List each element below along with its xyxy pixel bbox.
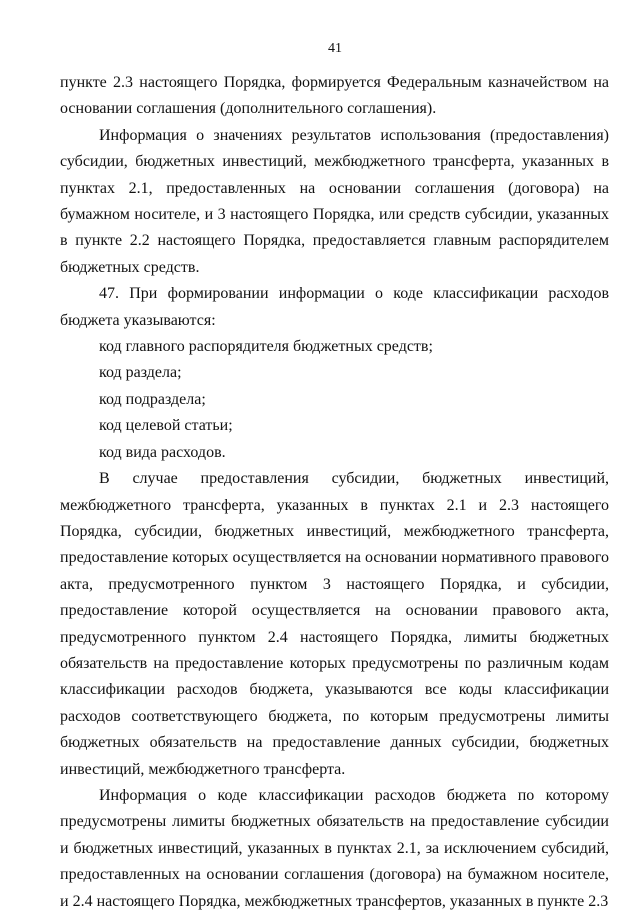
paragraph-results-information: Информация о значениях результатов использования (предоставления) субсидии, бюджетных инвестиций, межбюджетного трансферта, указанных в пунктах 2.1, предоставленных на основании соглашения (договора) на бумажном носителе, и 3 настоящего Порядка, или средств субсидии, указанных в пункте 2.2 настоящего Порядка, предоставляется главным распорядителем бюджетных средств. [60, 126, 609, 276]
page-number: 41 [328, 41, 342, 56]
list-item: код главного распорядителя бюджетных средств; [99, 338, 433, 356]
list-item: код раздела; [99, 364, 182, 382]
paragraph-multiple-codes: В случае предоставления субсидии, бюджетных инвестиций, межбюджетного трансферта, указанных в пунктах 2.1 и 2.3 настоящего Порядка, субсидии, бюджетных инвестиций, межбюджетного трансферта, предоставление которых осуществляется на основании нормативного правового акта, предусмотренного пунктом 3 настоящего Порядка, и субсидии, предоставление которой осуществляется на основании правового акта, предусмотренного пунктом 2.4 настоящего Порядка, лимиты бюджетных обязательств на предоставление которых предусмотрены по различным кодам классификации расходов бюджета, указываются все коды классификации расходов соответствующего бюджета, по которым предусмотрены лимиты бюджетных обязательств на предоставление данных субсидии, бюджетных инвестиций, межбюджетного трансферта. [60, 470, 609, 778]
list-item: код целевой статьи; [99, 417, 233, 435]
document-body [60, 70, 609, 915]
paragraph-code-information: Информация о коде классификации расходов бюджета по которому предусмотрены лимиты бюджетных обязательств на предоставление субсидии и бюджетных инвестиций, указанных в пунктах 2.1, за исключением субсидий, предоставленных на основании соглашения (договора) на бумажном носителе, и 2.4 настоящего Порядка, межбюджетных трансфертов, указанных в пункте 2.3 [60, 786, 609, 910]
list-item: код вида расходов. [99, 443, 226, 461]
list-item: код подраздела; [99, 390, 206, 408]
paragraph-continuation: пункте 2.3 настоящего Порядка, формируется Федеральным казначейством на основании соглашения (дополнительного соглашения). [60, 74, 609, 118]
paragraph-section-47: 47. При формировании информации о коде классификации расходов бюджета указываются: [60, 285, 609, 329]
classification-code-list [60, 334, 609, 466]
